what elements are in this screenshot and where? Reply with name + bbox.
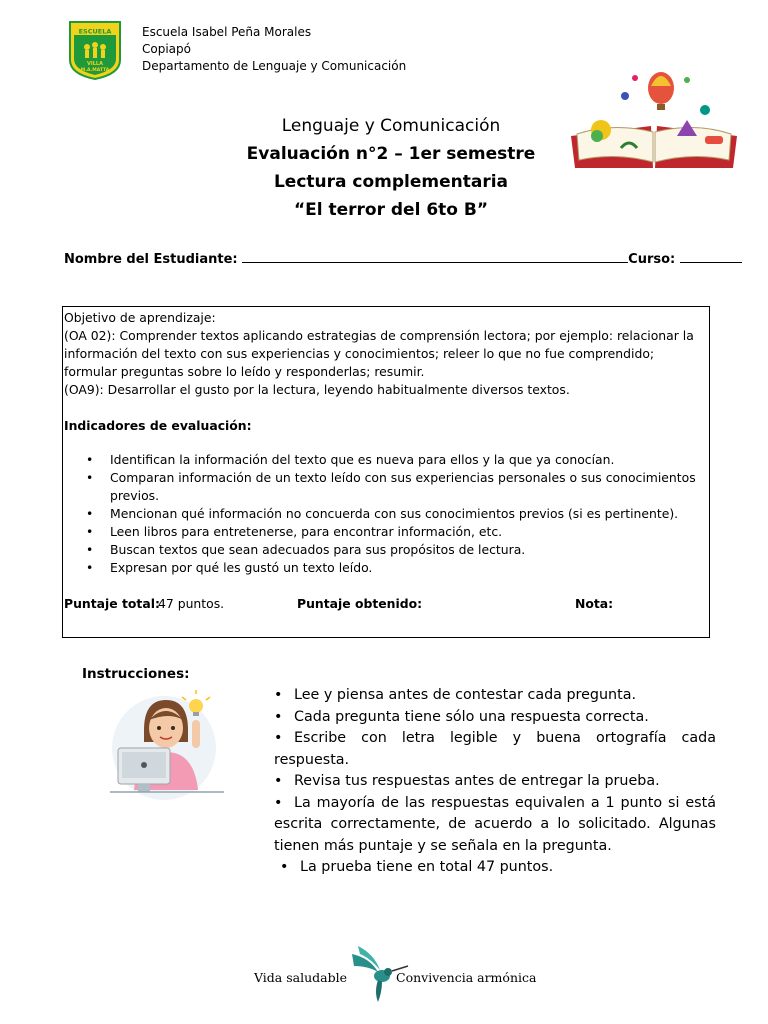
list-item [274, 728, 716, 771]
objective-oa9: (OA9): Desarrollar el gusto por la lectura, leyendo habitualmente diversos textos. [64, 382, 570, 397]
bullet: • [86, 524, 94, 539]
list-item [64, 541, 709, 559]
school-info [142, 24, 406, 75]
instruction-text: Escribe con letra legible y buena ortografía cada respuesta. [274, 730, 716, 768]
bullet: • [86, 506, 94, 521]
bullet: • [86, 542, 94, 557]
objectives-box [62, 306, 710, 638]
list-item [64, 451, 709, 469]
school-name: Escuela Isabel Peña Morales [142, 25, 312, 39]
score-row [64, 595, 709, 613]
objective-oa02: (OA 02): Comprender textos aplicando estrategias de comprensión lectora; por ejemplo: relacionar la información del texto con sus experiencias y conocimientos; releer lo que no fue comprendido; formular preguntas sobre lo leído y responderlas; resumir. [64, 328, 694, 379]
bullet: • [86, 452, 94, 467]
bullet: • [280, 859, 289, 875]
list-item [64, 469, 709, 505]
instructions-list [274, 685, 716, 879]
logo-text-village: VILLA [87, 61, 103, 67]
list-item [274, 685, 716, 707]
title-block [188, 112, 594, 224]
indicator-text: Leen libros para entretenerse, para encontrar información, etc. [110, 524, 503, 539]
bullet: • [86, 470, 94, 485]
instruction-text: Revisa tus respuestas antes de entregar la prueba. [294, 773, 660, 789]
student-name-field[interactable] [242, 250, 628, 263]
indicators-list [64, 451, 709, 577]
course-field[interactable] [680, 250, 742, 263]
objectives-heading: Objetivo de aprendizaje: [64, 310, 216, 325]
logo-text-matta: M.A.MATTA [80, 68, 110, 73]
total-score-value: 47 puntos. [158, 596, 225, 611]
indicators-heading: Indicadores de evaluación: [64, 418, 252, 433]
list-item [64, 523, 709, 541]
instruction-text: La mayoría de las respuestas equivalen a 1 punto si está escrita correctamente, de acuerdo a lo solicitado. Algunas tienen más puntaje y se señala en la pregunta. [274, 794, 716, 854]
school-city: Copiapó [142, 42, 191, 56]
student-info-line [64, 250, 714, 267]
instruction-text: La prueba tiene en total 47 puntos. [300, 859, 554, 875]
list-item [274, 793, 716, 858]
bullet: • [274, 687, 283, 703]
obtained-score-label: Puntaje obtenido: [297, 596, 423, 611]
bullet: • [274, 773, 283, 789]
reading-title: Lectura complementaria [273, 172, 509, 192]
footer-left-motto: Vida saludable [254, 970, 347, 985]
list-item [64, 505, 709, 523]
total-score-label: Puntaje total: [64, 596, 160, 611]
list-item [274, 707, 716, 729]
logo-text-top: ESCUELA [78, 27, 112, 36]
bullet: • [86, 560, 94, 575]
footer-right-motto: Convivencia armónica [396, 970, 537, 985]
indicator-text: Mencionan qué información no concuerda con sus conocimientos previos (si es pertinente). [110, 506, 679, 521]
evaluation-title: Evaluación n°2 – 1er semestre [246, 144, 536, 164]
student-computer-illustration [108, 690, 226, 802]
instruction-text: Cada pregunta tiene sólo una respuesta correcta. [294, 708, 649, 725]
indicator-text: Buscan textos que sean adecuados para sus propósitos de lectura. [110, 542, 526, 557]
bullet: • [274, 708, 283, 725]
grade-label: Nota: [575, 596, 614, 611]
school-logo [68, 20, 122, 80]
subject-title: Lenguaje y Comunicación [281, 116, 501, 136]
course-label: Curso: [628, 252, 676, 267]
indicator-text: Comparan información de un texto leído con sus experiencias personales o sus conocimientos previos. [110, 470, 696, 503]
book-title: “El terror del 6to B” [293, 200, 489, 220]
indicator-text: Expresan por qué les gustó un texto leído. [110, 560, 373, 575]
list-item [64, 559, 709, 577]
bullet: • [274, 794, 283, 811]
student-name-label: Nombre del Estudiante: [64, 252, 238, 267]
bullet: • [274, 730, 283, 746]
list-item [274, 857, 716, 879]
school-department: Departamento de Lenguaje y Comunicación [142, 59, 407, 73]
list-item [274, 771, 716, 793]
indicator-text: Identifican la información del texto que es nueva para ellos y la que ya conocían. [110, 452, 615, 467]
instructions-title: Instrucciones: [82, 666, 190, 682]
instruction-text: Lee y piensa antes de contestar cada pregunta. [294, 687, 637, 703]
